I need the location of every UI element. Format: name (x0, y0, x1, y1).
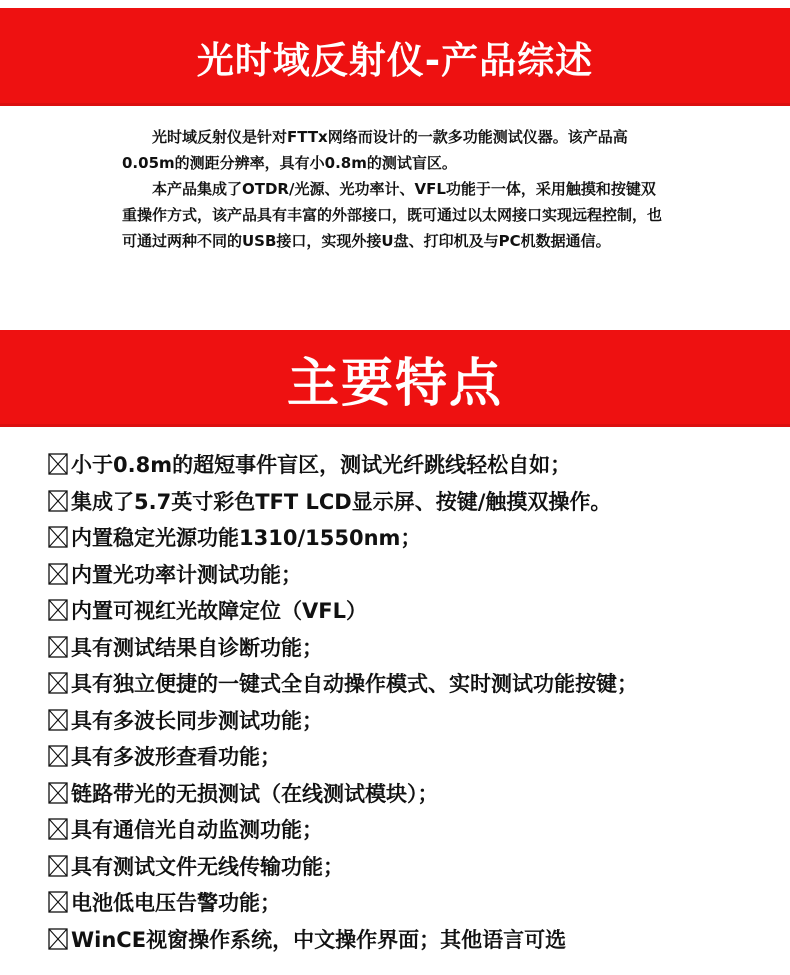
checkbox-x-icon (48, 636, 68, 658)
checkbox-x-icon (48, 599, 68, 621)
feature-text: 具有多波形查看功能； (71, 745, 281, 770)
checkbox-x-icon (48, 672, 68, 694)
feature-text: 具有通信光自动监测功能； (71, 818, 323, 843)
feature-text: 具有多波长同步测试功能； (71, 708, 323, 733)
feature-text: 内置可视红光故障定位（VFL） (71, 599, 367, 624)
overview-paragraph: 本产品集成了OTDR/光源、光功率计、VFL功能于一体，采用触摸和按键双重操作方式，该产品具有丰富的外部接口，既可通过以太网接口实现远程控制，也可通过两种不同的USB接口，实现外接U盘、打印机及与PC机数据通信。 (122, 180, 663, 250)
feature-item (48, 702, 778, 739)
checkbox-x-icon (48, 745, 68, 767)
checkbox-x-icon (48, 490, 68, 512)
feature-text: 具有测试结果自诊断功能； (71, 635, 323, 660)
feature-item (48, 483, 778, 520)
feature-item (48, 556, 778, 593)
checkbox-x-icon (48, 709, 68, 731)
feature-text: 具有测试文件无线传输功能； (71, 854, 344, 879)
feature-item (48, 884, 778, 921)
overview-paragraph: 光时域反射仪是针对FTTx网络而设计的一款多功能测试仪器。该产品高0.05m的测距分辨率，具有小0.8m的测试盲区。 (122, 128, 628, 172)
overview-text (122, 124, 670, 254)
feature-text: WinCE视窗操作系统，中文操作界面；其他语言可选 (71, 927, 567, 952)
feature-item (48, 665, 778, 702)
feature-item (48, 848, 778, 885)
feature-text: 内置稳定光源功能1310/1550nm； (71, 526, 422, 551)
feature-text: 小于0.8m的超短事件盲区，测试光纤跳线轻松自如； (71, 453, 572, 478)
checkbox-x-icon (48, 526, 68, 548)
feature-item (48, 921, 778, 958)
feature-item (48, 446, 778, 483)
feature-text: 电池低电压告警功能； (71, 891, 281, 916)
feature-text: 链路带光的无损测试（在线测试模块）； (71, 781, 439, 806)
feature-item (48, 519, 778, 556)
checkbox-x-icon (48, 891, 68, 913)
feature-list (48, 446, 778, 957)
feature-item (48, 775, 778, 812)
checkbox-x-icon (48, 928, 68, 950)
feature-text: 内置光功率计测试功能； (71, 562, 302, 587)
checkbox-x-icon (48, 782, 68, 804)
feature-item (48, 738, 778, 775)
overview-banner (0, 8, 790, 106)
features-banner (0, 330, 790, 427)
feature-text: 具有独立便捷的一键式全自动操作模式、实时测试功能按键； (71, 672, 638, 697)
feature-item (48, 811, 778, 848)
features-title: 主要特点 (286, 354, 503, 414)
checkbox-x-icon (48, 453, 68, 475)
feature-text: 集成了5.7英寸彩色TFT LCD显示屏、按键/触摸双操作。 (71, 489, 612, 514)
checkbox-x-icon (48, 855, 68, 877)
feature-item (48, 592, 778, 629)
checkbox-x-icon (48, 563, 68, 585)
checkbox-x-icon (48, 818, 68, 840)
feature-item (48, 629, 778, 666)
overview-title: 光时域反射仪-产品综述 (196, 39, 594, 82)
